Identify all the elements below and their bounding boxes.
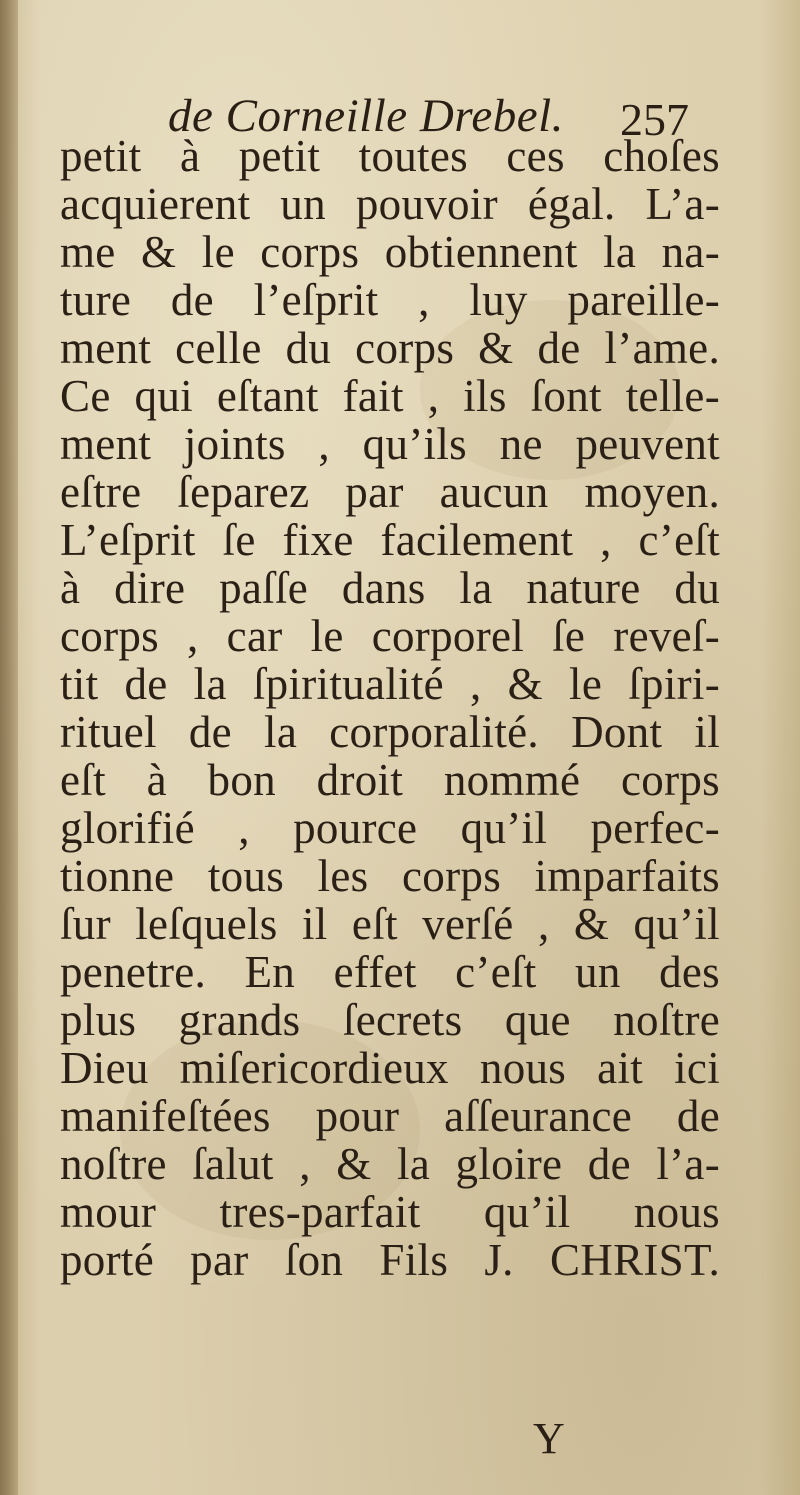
text-line: à dire paſſe dans la nature du [60,563,720,613]
text-line: ment joints , qu’ils ne peuvent [60,419,720,469]
text-line: ture de l’eſprit , luy pareille- [60,275,720,325]
page-gutter [0,0,18,1495]
text-line: rituel de la corporalité. Dont il [60,707,720,757]
text-line: porté par ſon Fils J. CHRIST. [60,1235,720,1285]
text-line: eſt à bon droit nommé corps [60,755,720,805]
text-line: tit de la ſpiritualité , & le ſpiri- [60,659,720,709]
text-line: eſtre ſeparez par aucun moyen. [60,467,720,517]
text-line: glorifié , pource qu’il perfec- [60,803,720,853]
text-line: mour tres-parfait qu’il nous [60,1187,720,1237]
text-line: Ce qui eſtant fait , ils ſont telle- [60,371,720,421]
text-line: me & le corps obtiennent la na- [60,227,720,277]
catchword: Y [533,1414,565,1463]
text-line: penetre. En effet c’eſt un des [60,947,720,997]
text-line: petit à petit toutes ces choſes [60,131,720,181]
text-line: Dieu miſericordieux nous ait ici [60,1043,720,1093]
text-line: corps , car le corporel ſe reveſ- [60,611,720,661]
text-line: noſtre ſalut , & la gloire de l’a- [60,1139,720,1189]
text-line: ment celle du corps & de l’ame. [60,323,720,373]
page-number: 257 [620,94,689,145]
body-text [60,132,720,1284]
text-line: manifeſtées pour aſſeurance de [60,1091,720,1141]
text-line: acquierent un pouvoir égal. L’a- [60,179,720,229]
text-line: L’eſprit ſe fixe facilement , c’eſt [60,515,720,565]
text-line: plus grands ſecrets que noſtre [60,995,720,1045]
text-line: tionne tous les corps imparfaits [60,851,720,901]
text-line: ſur leſquels il eſt verſé , & qu’il [60,899,720,949]
running-title: de Corneille Drebel. [168,90,564,142]
